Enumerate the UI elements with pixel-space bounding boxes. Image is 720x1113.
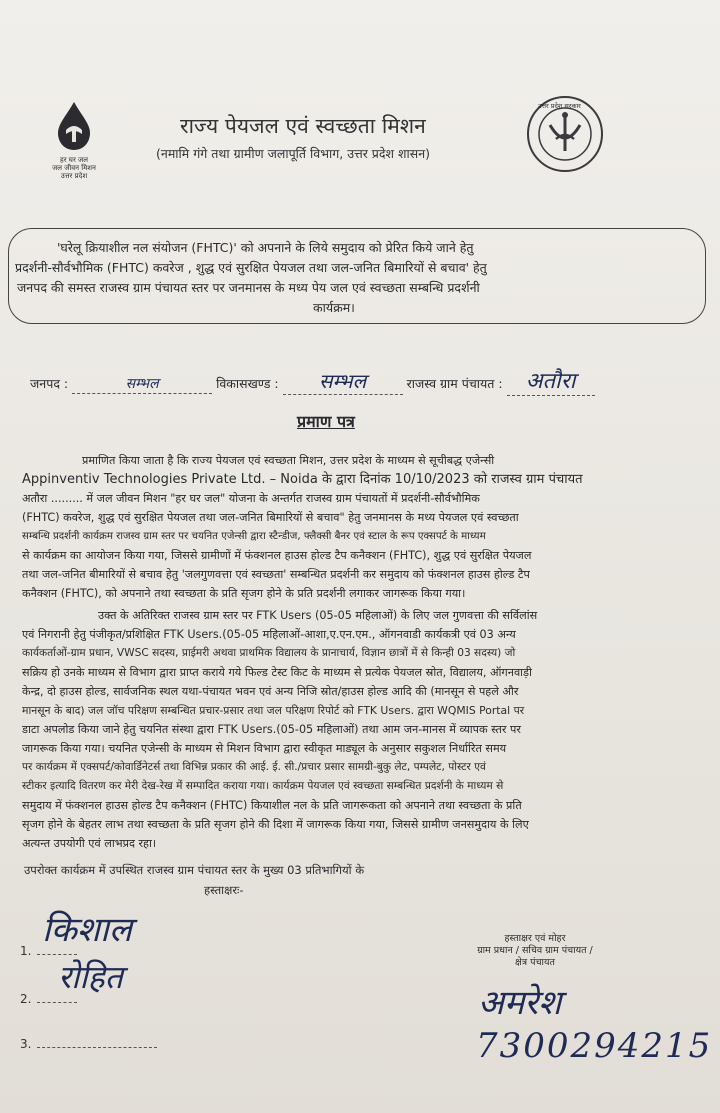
har-ghar-jal-logo [44,100,104,180]
block-value-field [283,367,403,395]
participant-row-3 [20,1033,157,1052]
logo-text-line: जल जीवन मिशन [52,164,96,172]
paragraph-line: कार्यकर्ताओं-ग्राम प्रधान, VWSC सदस्य, प्राईमरी अथवा प्राथमिक विद्यालय के प्रानाचार्य, विज्ञान छात्रों में से किन्ही 03 सदस्य) जो [22,647,516,659]
participant-signature: किशाल [42,910,132,950]
participant-number: 1. [20,944,32,958]
certificate-paragraph-2 [22,606,694,853]
signatory-line: ग्राम प्रधान / सचिव ग्राम पंचायत / [477,945,593,956]
paragraph-line: मानसून के बाद) जल जॉच परिक्षण सम्बन्धित प्रचार-प्रसार तथा जल परिक्षण रिपोर्ट को FTK Users. द्वारा WQMIS Portal पर [22,704,525,717]
paragraph-line: केन्द्र, दो हाउस होल्ड, सार्वजनिक स्थल यथा-पंचायत भवन एवं अन्य निजि स्रोत/हाउस होल्ड आदि की (मानसून से पहले और [22,685,519,698]
participants-intro-line: हस्ताक्षरः- [204,883,244,897]
panchayat-value-field [507,365,595,396]
paragraph-line: अत्यन्त उपयोगी एवं लाभप्रद रहा। [22,837,157,850]
paragraph-line: अतौरा ......... में जल जीवन मिशन "हर घर जल" योजना के अन्तर्गत राजस्व ग्राम पंचायतों में प्रदर्शनी-सौर्वभौमिक [22,492,480,505]
paragraph-line: समुदाय में फंक्शनल हाउस होल्ड टैप कनैक्शन (FHTC) कियाशील नल के प्रति जागरूकता को अपनाने तथा स्वच्छता के प्रति [22,799,522,812]
paragraph-line: सम्बन्धि प्रदर्शनी कार्यक्रम राजस्व ग्राम स्तर पर चयनित एजेन्सी द्वारा स्टैन्डीज, फ्लैक्सी बैनर एवं स्टाल के रूप एक्सपर्ट के माध्यम [22,531,486,542]
participants-intro-line: उपरोक्त कार्यक्रम में उपस्थित राजस्व ग्राम पंचायत स्तर के मुख्य 03 प्रतिभागियों के [24,863,365,877]
paragraph-line: (FHTC) कवरेज, शुद्ध एवं सुरक्षित पेयजल तथा जल-जनित बिमारियों से बचाव" हेतु जनमानस के मध्य पेयजल एवं स्वच्छता [22,511,519,524]
certificate-title: प्रमाण पत्र [297,412,355,431]
signatory-line: क्षेत्र पंचायत [515,957,555,968]
paragraph-line: सक्रिय हो उनके माध्यम से विभाग द्वारा प्राप्त कराये गये फिल्ड टेस्ट किट के माध्यम से प्रत्येक पेयजल स्रोत, विद्यालय, ऑगनवाड़ी [22,666,532,679]
organization-subtitle: (नमामि गंगे तथा ग्रामीण जलापूर्ति विभाग, उत्तर प्रदेश शासन) [156,146,431,161]
block-value: सम्भल [319,369,367,393]
signatory-signature: अमरेश [478,983,562,1023]
logo-text-line: हर घर जल [60,156,88,164]
signatory-block [450,933,620,969]
participant-number: 2. [20,992,32,1006]
participant-number: 3. [20,1037,32,1051]
paragraph-line: तथा जल-जनित बीमारियों से बचाव हेतु 'जलगुणवत्ता एवं स्वच्छता' सम्बन्धित प्रदर्शनी कर समुदाय को फंक्शनल हाउस होल्ड टैप [22,568,530,581]
paragraph-line: कनैक्शन (FHTC), को अपनाने तथा स्वच्छता के प्रति सृजग होने के प्रति प्रदर्शनी लगाकर जागरूक किया गया। [22,587,466,600]
water-drop-icon [44,100,104,152]
block-label: विकासखण्ड : [216,376,279,391]
signatory-phone: 7300294215 [476,1026,713,1066]
paragraph-line: पर कार्यक्रम में एक्सपर्ट/कोवार्डिनेटर्स तथा विभिन्न प्रकार की आई. ई. सी./प्रचार प्रसार सामग्री-बुकु लेट, पम्पलेट, पोस्टर एवं [22,761,486,773]
signatory-line: हस्ताक्षर एवं मोहर [504,933,566,944]
participant-signature: रोहित [58,958,123,996]
paragraph-line: जागरूक किया गया। चयनित एजेन्सी के माध्यम से मिशन विभाग द्वारा स्वीकृत माड्यूल के अनुसार सकुशल निर्धारित समय [22,742,507,755]
paragraph-line: Appinventiv Technologies Private Ltd. – Noida के द्वारा दिनांक 10/10/2023 को राजस्व ग्राम पंचायत [22,472,583,487]
program-box [8,228,706,324]
program-line: जनपद की समस्त राजस्व ग्राम पंचायत स्तर पर जनमानस के मध्य पेय जल एवं स्वच्छता सम्बन्धि प्रदर्शनी [17,280,480,295]
location-fields [30,365,595,396]
signature-line [37,1002,77,1003]
panchayat-value: अतौरा [525,369,576,394]
program-line: 'घरेलू क्रियाशील नल संयोजन (FHTC)' को अपनाने के लिये समुदाय को प्रेरित किये जाने हेतु [57,240,474,255]
district-label: जनपद : [30,376,69,391]
paragraph-line: से कार्यक्रम का आयोजन किया गया, जिससे ग्रामीणों में फंक्शनल हाउस होल्ड टैप कनैक्शन (FHTC), शुद्ध एवं सुरक्षित पेयजल [22,549,532,562]
certificate-paragraph-1 [22,451,694,603]
district-value: सम्भल [125,376,159,392]
up-government-emblem [526,95,604,173]
district-value-field [72,374,212,394]
paragraph-line: एवं निगरानी हेतु पंजीकृत/प्रशिक्षित FTK Users.(05-05 महिलाओं-आशा,ए.एन.एम., ऑगनवाडी कार्यकत्री एवं 03 अन्य [22,628,516,641]
program-line: प्रदर्शनी-सौर्वभौमिक (FHTC) कवरेज , शुद्ध एवं सुरक्षित पेयजल तथा जल-जनित बिमारियों से बचाव' हेतु [15,260,487,275]
paragraph-line: प्रमाणित किया जाता है कि राज्य पेयजल एवं स्वच्छता मिशन, उत्तर प्रदेश के माध्यम से सूचीबद्ध एजेन्सी [82,454,495,467]
paragraph-line: उक्त के अतिरिक्त राजस्व ग्राम स्तर पर FTK Users (05-05 महिलाओं) के लिए जल गुणवत्ता की सर्विलांस [98,609,538,622]
paragraph-line: डाटा अपलोड किया जाने हेतु चयनित संस्था द्वारा FTK Users.(05-05 महिलाओं) तथा आम जन-मानस में व्यापक स्तर पर [22,723,521,736]
signature-line [37,1047,157,1048]
logo-text-line: उत्तर प्रदेश [60,172,88,180]
program-line: कार्यक्रम। [313,300,355,315]
participants-intro [24,860,364,900]
paragraph-line: सृजग होने के बेहतर लाभ तथा स्वच्छता के प्रति सृजग होने की दिशा में जागरूक किया गया, जिससे ग्रामीण जनसमुदाय के लिए [22,818,529,831]
organization-title: राज्य पेयजल एवं स्वच्छता मिशन [180,114,426,138]
panchayat-label: राजस्व ग्राम पंचायत : [406,376,503,391]
paragraph-line: स्टीकर इत्यादि वितरण कर मेरी देख-रेख में सम्पादित कराया गया। कार्यक्रम पेयजल एवं स्वच्छता सम्बन्धित प्रदर्शनी के माध्यम से [22,780,504,792]
emblem-text: उत्तर प्रदेश सरकार [538,102,581,110]
